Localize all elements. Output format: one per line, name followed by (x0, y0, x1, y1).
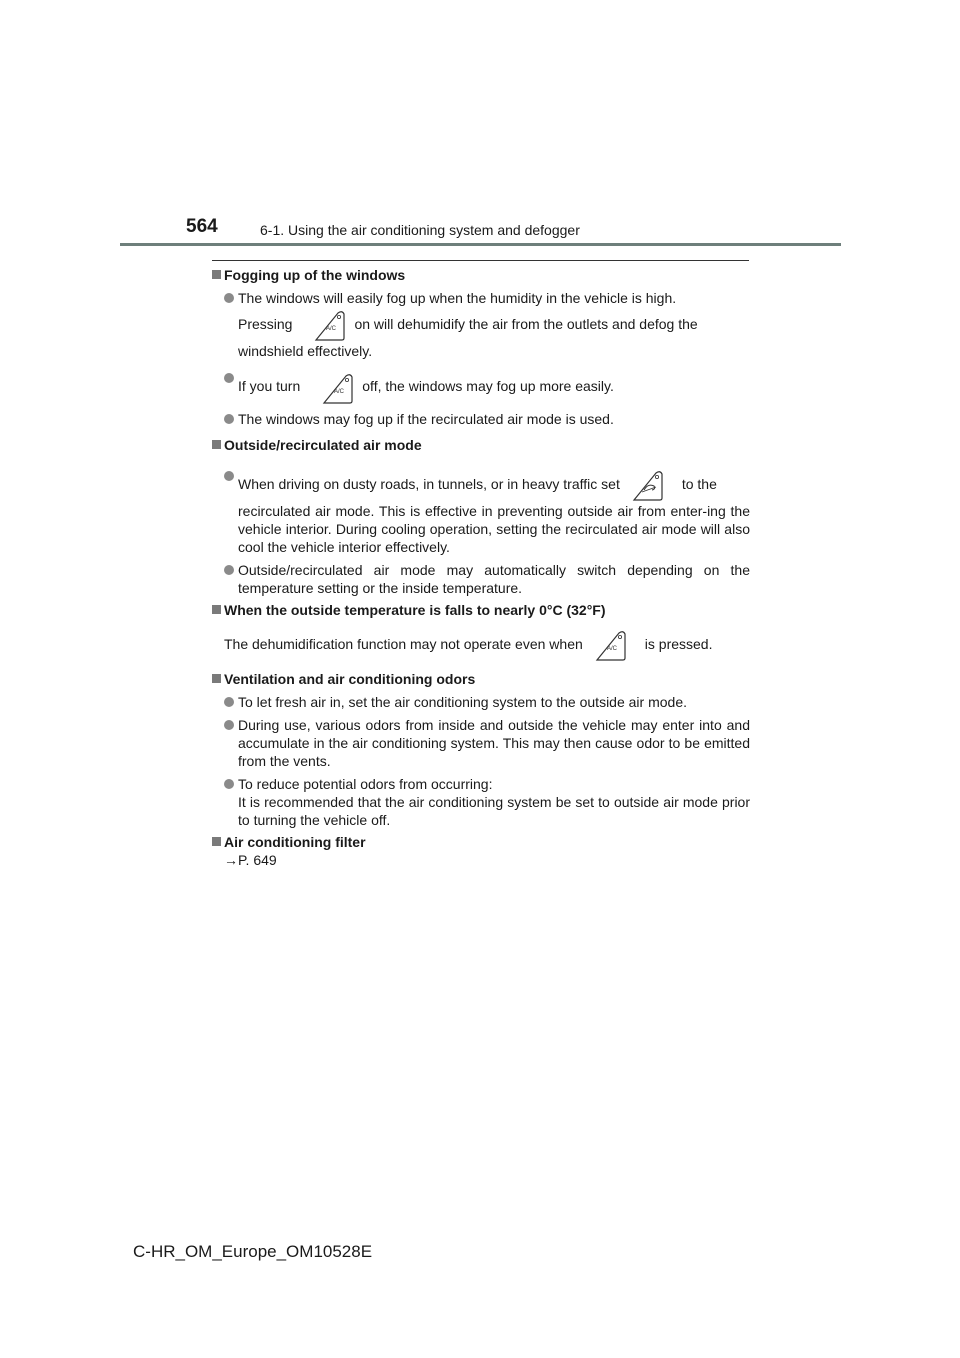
page-content (212, 266, 750, 869)
page-number: 564 (186, 216, 218, 237)
section-title: 6-1. Using the air conditioning system and defogger (260, 222, 580, 238)
is-pressed-text: is pressed. (644, 635, 713, 652)
to-the-text: to the (681, 475, 717, 492)
reduce-odors-text: It is recommended that the air conditioning system be set to outside air mode prior to turning the vehicle off. (238, 794, 750, 829)
dusty-text: When driving on dusty roads, in tunnels, or in heavy traffic set (238, 475, 620, 492)
dehumidify-text: on will dehumidify the air from the outlets and defog the (354, 316, 698, 332)
bullet-odors-accumulate: During use, various odors from inside and outside the vehicle may enter into and accumulate in the air conditioning system. This may then cause odor to be emitted from the vents. (212, 716, 750, 770)
temp-text (212, 627, 750, 662)
bullet-humidity-text: The windows will easily fog up when the humidity in the vehicle is high. (238, 290, 677, 306)
header-divider (120, 243, 841, 246)
bullet-auto-switch: Outside/recirculated air mode may automatically switch depending on the temperature setting or the inside temperature. (212, 561, 750, 597)
heading-outside-temp: When the outside temperature is falls to nearly 0°C (32°F) (212, 601, 750, 619)
bullet-recirculated-fog: The windows may fog up if the recirculated air mode is used. (212, 410, 750, 428)
bullet-humidity-pressing (238, 316, 698, 332)
heading-fogging: Fogging up of the windows (212, 266, 750, 284)
heading-filter: Air conditioning filter (212, 833, 750, 851)
reduce-odors-title: To reduce potential odors from occurring: (238, 776, 493, 793)
ac-button-icon (306, 371, 356, 405)
ac-button-icon (298, 308, 348, 342)
bullet-fresh-air: To let fresh air in, set the air conditioning system to the outside air mode. (212, 693, 750, 711)
bullet-turn-off (212, 369, 750, 404)
fog-more-text: off, the windows may fog up more easily. (362, 378, 614, 395)
windshield-text: windshield effectively. (238, 343, 373, 360)
svg-text:A/C: A/C (326, 326, 337, 333)
pressing-text: Pressing (238, 316, 293, 332)
bullet-dusty-roads (212, 467, 750, 556)
turn-text: If you turn (238, 378, 301, 395)
heading-recirculated: Outside/recirculated air mode (212, 436, 750, 454)
recirculated-desc: recirculated air mode. This is effective in preventing outside air from enter-ing the vehicle interior. During cooling operation, setting the recirculated air mode will also cool the vehicle interior effectively. (238, 502, 750, 555)
bullet-humidity (212, 289, 750, 360)
ac-button-icon (589, 628, 639, 662)
content-divider (212, 260, 749, 261)
document-id: C-HR_OM_Europe_OM10528E (133, 1242, 373, 1261)
dehumidification-text: The dehumidification function may not operate even when (224, 635, 583, 652)
heading-odors: Ventilation and air conditioning odors (212, 670, 750, 688)
filter-page-ref[interactable]: →P. 649 (224, 852, 277, 869)
bullet-reduce-odors (212, 775, 750, 829)
svg-text:A/C: A/C (606, 646, 617, 653)
svg-text:A/C: A/C (334, 388, 345, 395)
recirculated-air-button-icon (626, 468, 676, 502)
